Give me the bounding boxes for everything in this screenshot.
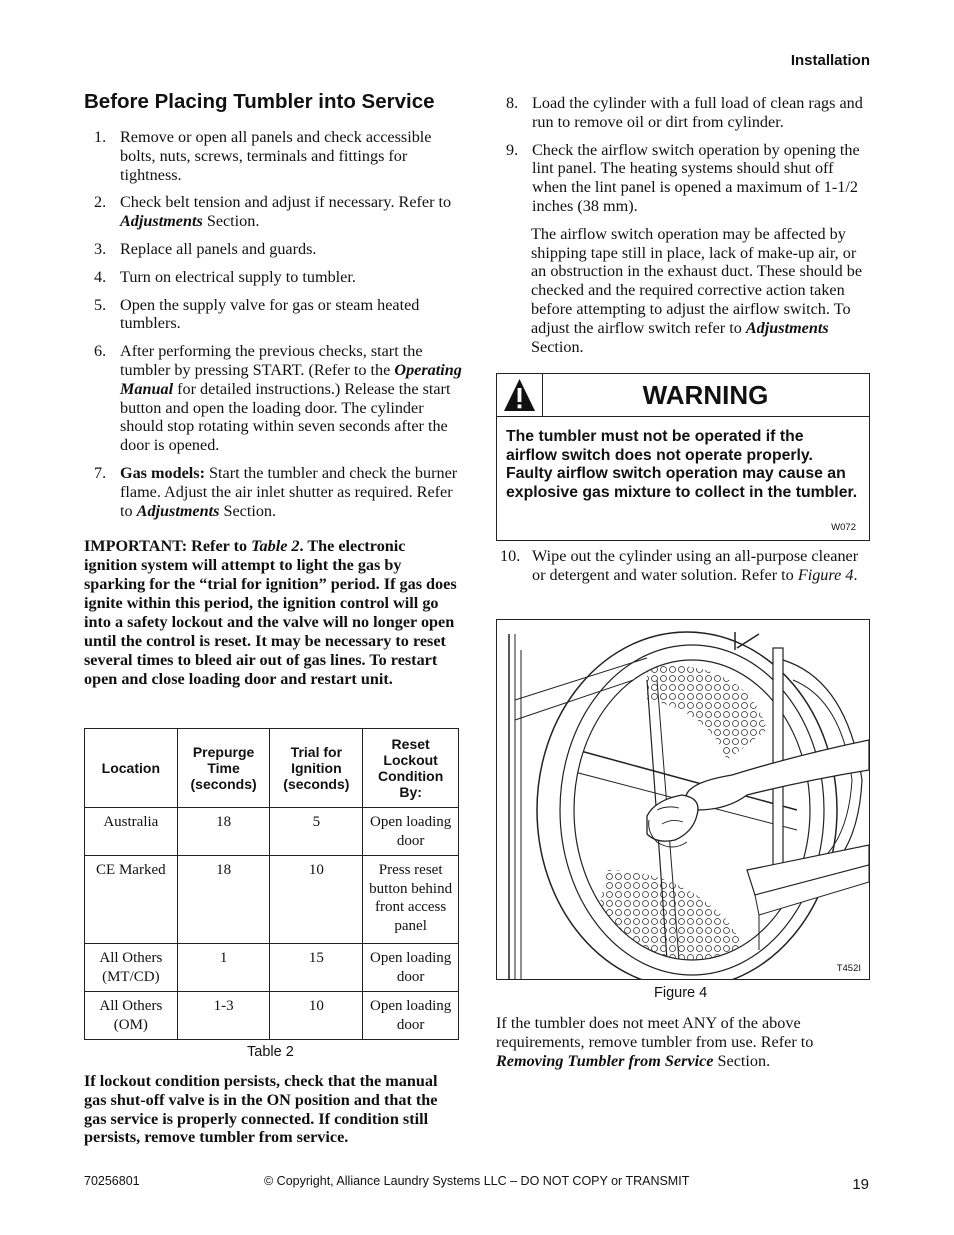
- step-text: [120, 240, 316, 258]
- text-run: Section.: [219, 501, 277, 520]
- warning-triangle-icon: [497, 374, 542, 416]
- text-run: Load the cylinder with a full load of clean rags and run to remove oil or dirt from cylinder.: [532, 94, 863, 131]
- list-item: [84, 240, 462, 259]
- table-row: [85, 808, 459, 856]
- table-cell: 18: [177, 856, 270, 944]
- figure-caption: Figure 4: [654, 985, 708, 1001]
- step-number: 6.: [94, 342, 107, 361]
- step-number: 9.: [506, 140, 519, 159]
- table-cell: Australia: [85, 808, 178, 856]
- page-number: 19: [852, 1176, 869, 1193]
- text-run: Adjustments: [745, 318, 829, 337]
- important-note: [84, 537, 462, 688]
- figure-4: [496, 619, 870, 980]
- table-cell: Open loading door: [363, 944, 459, 992]
- warning-text: The tumbler must not be operated if the airflow switch does not operate properly. Faulty airflow switch operation may cause an explosive gas mixture to collect in the tumbler.: [506, 428, 858, 501]
- warning-header: [497, 374, 869, 417]
- warning-code: W072: [831, 522, 856, 533]
- column-header-location: Location: [85, 729, 178, 808]
- text-run: If the tumbler does not meet ANY of the above requirements, remove tumbler from use. Refer to: [496, 1014, 814, 1051]
- text-run: Section.: [713, 1051, 771, 1070]
- table-header-row: [85, 729, 459, 808]
- text-run: Removing Tumbler from Service: [496, 1051, 714, 1070]
- list-item: [84, 342, 462, 455]
- step-text: [532, 547, 858, 584]
- step-number: 8.: [506, 94, 519, 112]
- step-text: [532, 94, 863, 131]
- table-cell: All Others (MT/CD): [85, 944, 178, 992]
- text-run: Turn on electrical supply to tumbler.: [120, 267, 356, 286]
- text-run: IMPORTANT: Refer to: [84, 537, 252, 556]
- text-run: After performing the previous checks, start the tumbler by pressing START. (Refer to the: [120, 342, 423, 379]
- step-text: [120, 342, 462, 454]
- step-number: 1.: [94, 128, 107, 146]
- footer-doc-number: 70256801: [84, 1174, 140, 1188]
- text-run: Check the airflow switch operation by opening the lint panel. The heating systems should shut off when the lint panel is opened a maximum of 1-1/2 inches (38 mm).: [532, 140, 860, 215]
- column-header-reset: Reset Lockout Condition By:: [363, 729, 459, 808]
- step-10: [496, 547, 870, 594]
- step-number: 7.: [94, 463, 107, 482]
- step-number: 3.: [94, 239, 107, 258]
- text-run: Replace all panels and guards.: [120, 239, 317, 258]
- table-cell: CE Marked: [85, 856, 178, 944]
- step-text: [120, 464, 457, 520]
- list-item: [84, 128, 462, 184]
- text-run: The airflow switch operation may be affected by shipping tape still in place, lack of make-up air, or an obstruction in the exhaust duct. These should be checked and the required corrective action taken before attempting to adjust the airflow switch. To adjust the airflow switch refer to: [531, 224, 863, 337]
- text-run: Section.: [202, 212, 260, 231]
- steps-list-left: [84, 128, 462, 520]
- warning-title: WARNING: [642, 380, 769, 410]
- table-cell: Open loading door: [363, 808, 459, 856]
- steps-list-step10: [496, 547, 870, 585]
- table-cell: 10: [270, 856, 363, 944]
- step-text: [532, 141, 860, 215]
- list-item: [496, 94, 870, 132]
- section-header: Installation: [790, 52, 870, 69]
- text-run: Adjustments: [120, 212, 203, 231]
- text-run: Operating Manual: [120, 360, 462, 398]
- step-text: [120, 193, 451, 230]
- ignition-table: [84, 728, 459, 1040]
- step-text: [120, 268, 356, 286]
- text-run: Wipe out the cylinder using an all-purpose cleaner or detergent and water solution. Refer to: [532, 547, 859, 584]
- step-number: 5.: [94, 295, 107, 314]
- text-run: Check belt tension and adjust if necessary. Refer to: [120, 193, 452, 212]
- table-cell: Press reset button behind front access panel: [363, 856, 459, 944]
- warning-icon-cell: [497, 374, 543, 416]
- text-run: Open the supply valve for gas or steam heated tumblers.: [120, 295, 420, 333]
- list-item: [84, 464, 462, 520]
- table-cell: 5: [270, 808, 363, 856]
- footer-copyright: © Copyright, Alliance Laundry Systems LLC – DO NOT COPY or TRANSMIT: [264, 1174, 690, 1188]
- step-text: [120, 296, 419, 333]
- step-number: 2.: [94, 193, 107, 212]
- step-number: 4.: [94, 267, 107, 286]
- list-item: [84, 296, 462, 334]
- text-run: for detailed instructions.) Release the start button and open the loading door. The cylinder should stop rotating within seven seconds after the door is opened.: [120, 379, 451, 455]
- final-note: [496, 1014, 870, 1070]
- step-text: [120, 128, 431, 184]
- text-run: Figure 4: [797, 565, 854, 584]
- text-run: Gas models:: [120, 463, 205, 482]
- steps-list-right: [496, 94, 870, 216]
- text-run: Remove or open all panels and check accessible bolts, nuts, screws, terminals and fittings for tightness.: [120, 128, 432, 184]
- step-number: 10.: [500, 547, 521, 565]
- list-item: [84, 268, 462, 287]
- column-header-trial: Trial for Ignition (seconds): [270, 729, 363, 808]
- table-row: [85, 944, 459, 992]
- table-cell: 1-3: [177, 992, 270, 1040]
- text-run: .: [853, 565, 858, 584]
- table-cell: 1: [177, 944, 270, 992]
- text-run: Section.: [531, 337, 584, 356]
- text-run: Start the tumbler and check the burner flame. Adjust the air inlet shutter as required. Refer to: [120, 463, 458, 520]
- text-run: Adjustments: [136, 501, 220, 520]
- column-header-prepurge: Prepurge Time (seconds): [177, 729, 270, 808]
- page-title: Before Placing Tumbler into Service: [84, 90, 435, 113]
- table-cell: 18: [177, 808, 270, 856]
- table-row: [85, 856, 459, 944]
- list-item: [496, 547, 870, 585]
- figure-code: T452I: [836, 963, 861, 974]
- text-run: . The electronic ignition system will attempt to light the gas by sparking for the “trial for ignition” period. If gas does ignite within this period, the ignition control will go into a safety lockout and the valve will no longer open until the control is reset. It may be necessary to reset several times to bleed air out of gas lines. To restart open and close loading door and restart unit.: [84, 537, 457, 688]
- text-run: Table 2: [251, 537, 300, 556]
- table-caption: Table 2: [247, 1044, 294, 1060]
- table-cell: 15: [270, 944, 363, 992]
- table-cell: Open loading door: [363, 992, 459, 1040]
- table-row: [85, 992, 459, 1040]
- list-item: [496, 141, 870, 216]
- lockout-note: If lockout condition persists, check that the manual gas shut-off valve is in the ON position and that the gas service is properly connected. If condition still persists, remove tumbler from service.: [84, 1072, 438, 1147]
- airflow-paragraph: [496, 225, 870, 357]
- left-column: [84, 128, 462, 698]
- table-cell: 10: [270, 992, 363, 1040]
- list-item: [84, 193, 462, 231]
- warning-box: [496, 373, 870, 541]
- table-cell: All Others (OM): [85, 992, 178, 1040]
- right-column: [496, 94, 870, 365]
- tumbler-cleaning-illustration: [497, 620, 869, 979]
